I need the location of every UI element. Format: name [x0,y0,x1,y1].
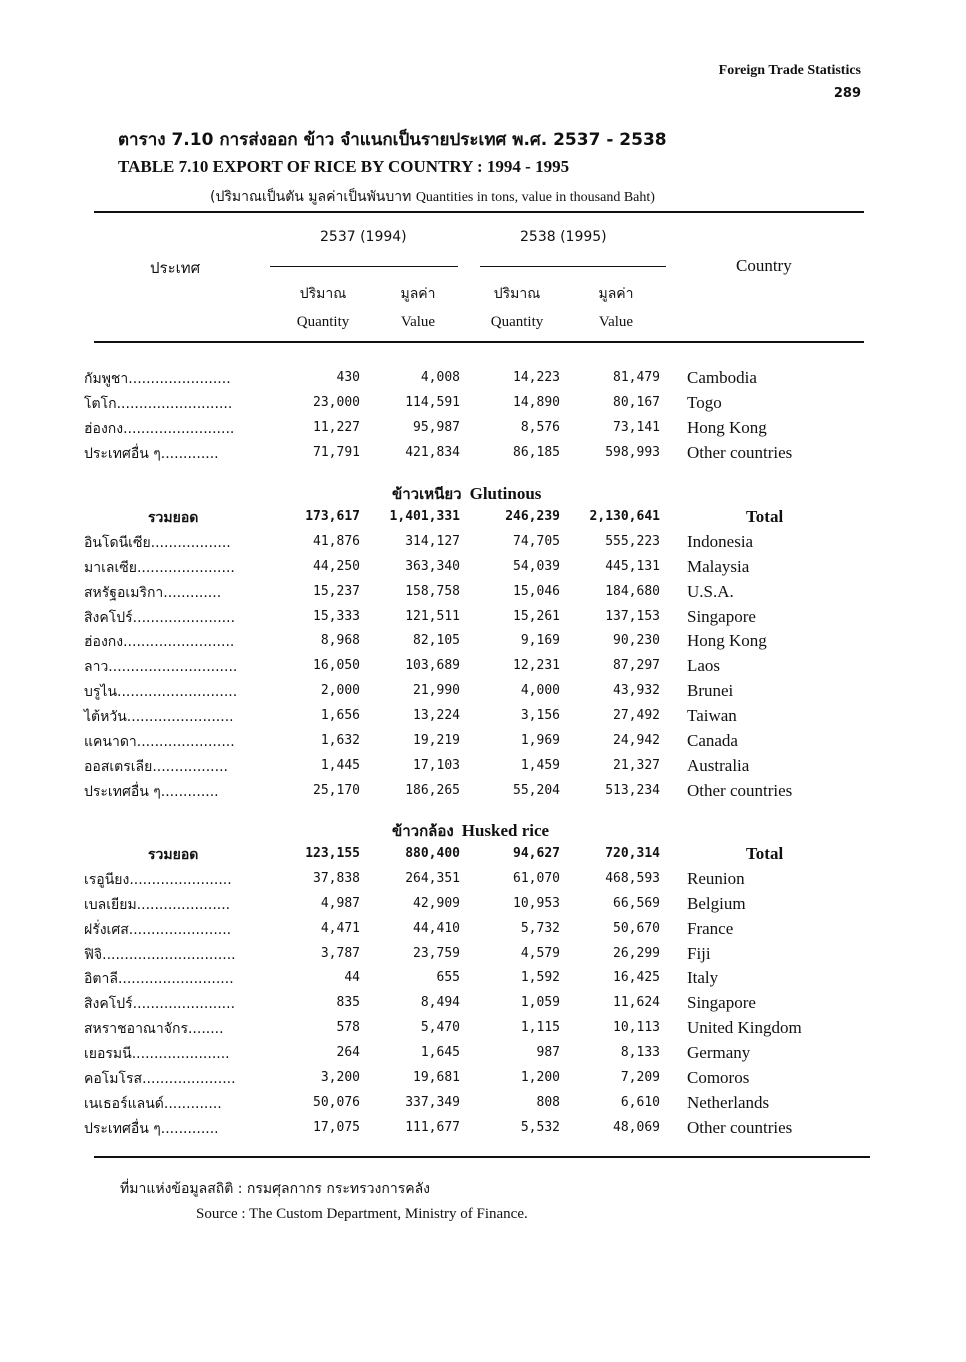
source-note-thai: ที่มาแห่งข้อมูลสถิติ : กรมศุลกากร กระทรวงการคลัง [120,1181,430,1197]
quantity-1995-cell: 94,627 [513,846,560,861]
value-1995-cell: 87,297 [613,658,660,673]
country-english-cell: U.S.A. [687,582,734,601]
value-1995-cell: 81,479 [613,370,660,385]
table-row [0,944,966,969]
quantity-1995-cell: 12,231 [513,658,560,673]
value-1994-cell: 19,219 [413,733,460,748]
country-english-cell: Reunion [687,869,745,888]
quantity-1994-cell: 11,227 [313,420,360,435]
value-1995-cell: 11,624 [613,995,660,1010]
quantity-1995-cell: 86,185 [513,445,560,460]
quantity-1995-cell: 54,039 [513,559,560,574]
value-1995-cell: 90,230 [613,633,660,648]
value-1994-cell: 19,681 [413,1070,460,1085]
quantity-1994-cell: 173,617 [305,509,360,524]
country-english-cell: Laos [687,656,721,675]
source-note-english: Source : The Custom Department, Ministry of Finance. [196,1206,528,1222]
quantity-1994-cell: 50,076 [313,1095,360,1110]
column-header-year-1994: 2537 (1994) [320,229,407,245]
country-english-cell: Malaysia [687,557,750,576]
country-thai-cell: ไต้หวัน........................ [84,709,234,725]
book-title: Foreign Trade Statistics [718,63,861,78]
section-label-english: Husked rice [461,821,550,840]
quantity-1994-cell: 1,656 [320,708,360,723]
quantity-1995-cell: 1,115 [520,1020,560,1035]
table-row [0,1068,966,1093]
value-1995-cell: 513,234 [605,783,660,798]
quantity-1995-cell: 1,459 [520,758,560,773]
table-row [0,443,966,468]
table-row [0,756,966,781]
country-thai-cell: ประเทศอื่น ๆ............. [84,1121,219,1137]
quantity-1995-cell: 1,969 [520,733,560,748]
quantity-1995-cell: 246,239 [505,509,560,524]
table-row [0,1018,966,1043]
country-thai-cell: ประเทศอื่น ๆ............. [84,784,219,800]
quantity-1994-cell: 578 [336,1020,360,1035]
value-1995-cell: 7,209 [620,1070,660,1085]
country-thai-cell: ประเทศอื่น ๆ............. [84,446,219,462]
value-label-thai: มูลค่า [400,286,436,302]
quantity-1995-cell: 1,592 [520,970,560,985]
value-1995-cell: 24,942 [613,733,660,748]
quantity-1994-cell: 17,075 [313,1120,360,1135]
quantity-1995-cell: 61,070 [513,871,560,886]
country-english-cell: France [687,919,734,938]
value-1994-cell: 121,511 [405,609,460,624]
value-1994-cell: 186,265 [405,783,460,798]
country-thai-cell: ลาว............................. [84,659,238,675]
table-row [0,681,966,706]
country-english-cell: Other countries [687,781,793,800]
table-title-thai: ตาราง 7.10 การส่งออก ข้าว จำแนกเป็นรายประเทศ พ.ศ. 2537 - 2538 [118,130,667,150]
table-row [0,993,966,1018]
country-english-cell: United Kingdom [687,1018,802,1037]
country-english-cell: Taiwan [687,706,737,725]
table-row [0,607,966,632]
quantity-1994-cell: 23,000 [313,395,360,410]
country-english-cell: Netherlands [687,1093,770,1112]
total-row [0,844,966,869]
column-header-value-1994 [368,280,468,336]
value-1994-cell: 114,591 [405,395,460,410]
country-english-cell: Hong Kong [687,631,767,650]
quantity-1994-cell: 430 [336,370,360,385]
country-thai-cell: เรอูนียง....................... [84,872,232,888]
country-english-cell: Cambodia [687,368,757,387]
quantity-1994-cell: 15,237 [313,584,360,599]
table-row [0,706,966,731]
country-thai-cell: เบลเยียม..................... [84,897,231,913]
country-thai-cell: สหรัฐอเมริกา............. [84,585,222,601]
quantity-1994-cell: 37,838 [313,871,360,886]
page-number: 289 [833,86,861,101]
quantity-1995-cell: 4,000 [520,683,560,698]
quantity-1995-cell: 1,200 [520,1070,560,1085]
quantity-1994-cell: 41,876 [313,534,360,549]
units-note [210,186,655,208]
value-1995-cell: 6,610 [620,1095,660,1110]
value-1995-cell: 16,425 [613,970,660,985]
section-husked-rice [392,819,549,843]
value-1995-cell: 137,153 [605,609,660,624]
country-thai-cell: มาเลเซีย...................... [84,560,235,576]
value-1995-cell: 445,131 [605,559,660,574]
quantity-1994-cell: 4,471 [320,921,360,936]
quantity-1995-cell: 5,732 [520,921,560,936]
table-bottom-rule [94,1156,870,1158]
value-1994-cell: 421,834 [405,445,460,460]
country-thai-cell: บรูไน........................... [84,684,238,700]
table-row [0,418,966,443]
column-header-quantity-1994 [273,280,373,336]
value-1994-cell: 158,758 [405,584,460,599]
table-row [0,393,966,418]
value-1995-cell: 73,141 [613,420,660,435]
country-thai-cell: สหราชอาณาจักร........ [84,1021,224,1037]
value-1994-cell: 337,349 [405,1095,460,1110]
table-row [0,869,966,894]
column-header-value-1995 [566,280,666,336]
table-row [0,731,966,756]
value-1995-cell: 2,130,641 [589,509,660,524]
quantity-1994-cell: 123,155 [305,846,360,861]
units-note-thai: (ปริมาณเป็นตัน มูลค่าเป็นพันบาท [210,189,412,205]
table-row [0,557,966,582]
quantity-1994-cell: 15,333 [313,609,360,624]
country-thai-cell: สิงคโปร์....................... [84,996,236,1012]
value-1994-cell: 103,689 [405,658,460,673]
country-thai-cell: ฟิจิ.............................. [84,947,236,963]
value-1995-cell: 555,223 [605,534,660,549]
section-label-thai: ข้าวเหนียว [392,485,462,503]
value-1995-cell: 468,593 [605,871,660,886]
country-english-cell: Hong Kong [687,418,767,437]
country-english-cell: Brunei [687,681,734,700]
quantity-1994-cell: 25,170 [313,783,360,798]
value-1995-cell: 10,113 [613,1020,660,1035]
country-thai-cell: รวมยอด [148,847,199,863]
quantity-1995-cell: 14,223 [513,370,560,385]
country-english-cell: Total [746,507,784,526]
country-english-cell: Fiji [687,944,711,963]
country-english-cell: Singapore [687,993,756,1012]
quantity-1994-cell: 1,445 [320,758,360,773]
quantity-label-thai: ปริมาณ [299,286,347,302]
column-header-country-thai: ประเทศ [150,259,201,277]
country-english-cell: Germany [687,1043,751,1062]
quantity-1994-cell: 1,632 [320,733,360,748]
table-row [0,631,966,656]
country-thai-cell: โตโก.......................... [84,396,233,412]
quantity-label-english: Quantity [296,314,350,330]
quantity-1994-cell: 71,791 [313,445,360,460]
table-row [0,656,966,681]
table-row [0,532,966,557]
section-label-english: Glutinous [469,484,542,503]
table-row [0,582,966,607]
quantity-1995-cell: 987 [536,1045,560,1060]
table-row [0,968,966,993]
table-row [0,919,966,944]
value-1994-cell: 13,224 [413,708,460,723]
country-thai-cell: สิงคโปร์....................... [84,610,236,626]
country-english-cell: Singapore [687,607,756,626]
quantity-1994-cell: 3,787 [320,946,360,961]
quantity-1994-cell: 2,000 [320,683,360,698]
quantity-1995-cell: 74,705 [513,534,560,549]
column-header-year-1995: 2538 (1995) [520,229,607,245]
value-1994-cell: 23,759 [413,946,460,961]
value-1995-cell: 184,680 [605,584,660,599]
country-thai-cell: เยอรมนี...................... [84,1046,230,1062]
country-thai-cell: ฝรั่งเศส....................... [84,922,232,938]
quantity-1995-cell: 1,059 [520,995,560,1010]
country-thai-cell: กัมพูชา....................... [84,371,231,387]
country-thai-cell: คอโมโรส..................... [84,1071,236,1087]
quantity-1995-cell: 10,953 [513,896,560,911]
country-thai-cell: ฮ่องกง......................... [84,634,235,650]
quantity-1994-cell: 16,050 [313,658,360,673]
quantity-1995-cell: 3,156 [520,708,560,723]
country-english-cell: Comoros [687,1068,750,1087]
value-1995-cell: 598,993 [605,445,660,460]
quantity-1994-cell: 44,250 [313,559,360,574]
quantity-1994-cell: 8,968 [320,633,360,648]
value-1995-cell: 66,569 [613,896,660,911]
value-1995-cell: 21,327 [613,758,660,773]
quantity-1995-cell: 14,890 [513,395,560,410]
quantity-1995-cell: 5,532 [520,1120,560,1135]
table-row [0,1093,966,1118]
value-1994-cell: 314,127 [405,534,460,549]
quantity-1995-cell: 15,261 [513,609,560,624]
country-english-cell: Other countries [687,1118,793,1137]
country-thai-cell: ฮ่องกง......................... [84,421,235,437]
table-top-rule [94,211,864,213]
value-1995-cell: 8,133 [620,1045,660,1060]
country-thai-cell: แคนาดา...................... [84,734,235,750]
value-1994-cell: 44,410 [413,921,460,936]
value-label-thai: มูลค่า [598,286,634,302]
country-english-cell: Canada [687,731,738,750]
quantity-1994-cell: 4,987 [320,896,360,911]
country-english-cell: Belgium [687,894,746,913]
table-title-english: TABLE 7.10 EXPORT OF RICE BY COUNTRY : 1994 - 1995 [118,157,570,176]
quantity-1995-cell: 9,169 [520,633,560,648]
value-1995-cell: 43,932 [613,683,660,698]
quantity-1994-cell: 835 [336,995,360,1010]
quantity-label-thai: ปริมาณ [493,286,541,302]
value-1994-cell: 21,990 [413,683,460,698]
quantity-1995-cell: 55,204 [513,783,560,798]
value-1995-cell: 720,314 [605,846,660,861]
year-1994-underline [270,266,458,267]
value-1994-cell: 111,677 [405,1120,460,1135]
quantity-1995-cell: 4,579 [520,946,560,961]
quantity-1994-cell: 44 [344,970,360,985]
value-1995-cell: 27,492 [613,708,660,723]
country-thai-cell: ออสเตรเลีย................. [84,759,228,775]
value-1994-cell: 1,645 [420,1045,460,1060]
section-label-thai: ข้าวกล้อง [392,822,454,840]
country-english-cell: Australia [687,756,750,775]
section-glutinous [392,482,541,506]
value-1995-cell: 80,167 [613,395,660,410]
value-label-english: Value [598,314,634,330]
country-english-cell: Other countries [687,443,793,462]
table-row [0,894,966,919]
country-thai-cell: อิตาลี.......................... [84,971,234,987]
value-1994-cell: 4,008 [420,370,460,385]
value-1994-cell: 8,494 [420,995,460,1010]
quantity-1995-cell: 808 [536,1095,560,1110]
value-1994-cell: 5,470 [420,1020,460,1035]
value-1994-cell: 95,987 [413,420,460,435]
value-1994-cell: 264,351 [405,871,460,886]
value-1995-cell: 26,299 [613,946,660,961]
quantity-1995-cell: 8,576 [520,420,560,435]
country-thai-cell: รวมยอด [148,510,199,526]
quantity-label-english: Quantity [490,314,544,330]
value-1994-cell: 880,400 [405,846,460,861]
value-1995-cell: 48,069 [613,1120,660,1135]
value-1994-cell: 42,909 [413,896,460,911]
quantity-1995-cell: 15,046 [513,584,560,599]
country-english-cell: Total [746,844,784,863]
header-bottom-rule [94,341,864,343]
value-1994-cell: 655 [436,970,460,985]
country-english-cell: Italy [687,968,719,987]
units-note-english: Quantities in tons, value in thousand Baht) [415,190,655,205]
value-1994-cell: 363,340 [405,559,460,574]
quantity-1994-cell: 264 [336,1045,360,1060]
value-label-english: Value [400,314,436,330]
total-row [0,507,966,532]
country-thai-cell: อินโดนีเซีย.................. [84,535,231,551]
country-thai-cell: เนเธอร์แลนด์............. [84,1096,222,1112]
column-header-quantity-1995 [467,280,567,336]
table-row [0,368,966,393]
value-1994-cell: 17,103 [413,758,460,773]
year-1995-underline [480,266,666,267]
table-row [0,781,966,806]
quantity-1994-cell: 3,200 [320,1070,360,1085]
value-1995-cell: 50,670 [613,921,660,936]
country-english-cell: Togo [687,393,722,412]
value-1994-cell: 1,401,331 [389,509,460,524]
value-1994-cell: 82,105 [413,633,460,648]
table-row [0,1043,966,1068]
column-header-country-english: Country [736,256,792,275]
table-row [0,1118,966,1143]
country-english-cell: Indonesia [687,532,754,551]
